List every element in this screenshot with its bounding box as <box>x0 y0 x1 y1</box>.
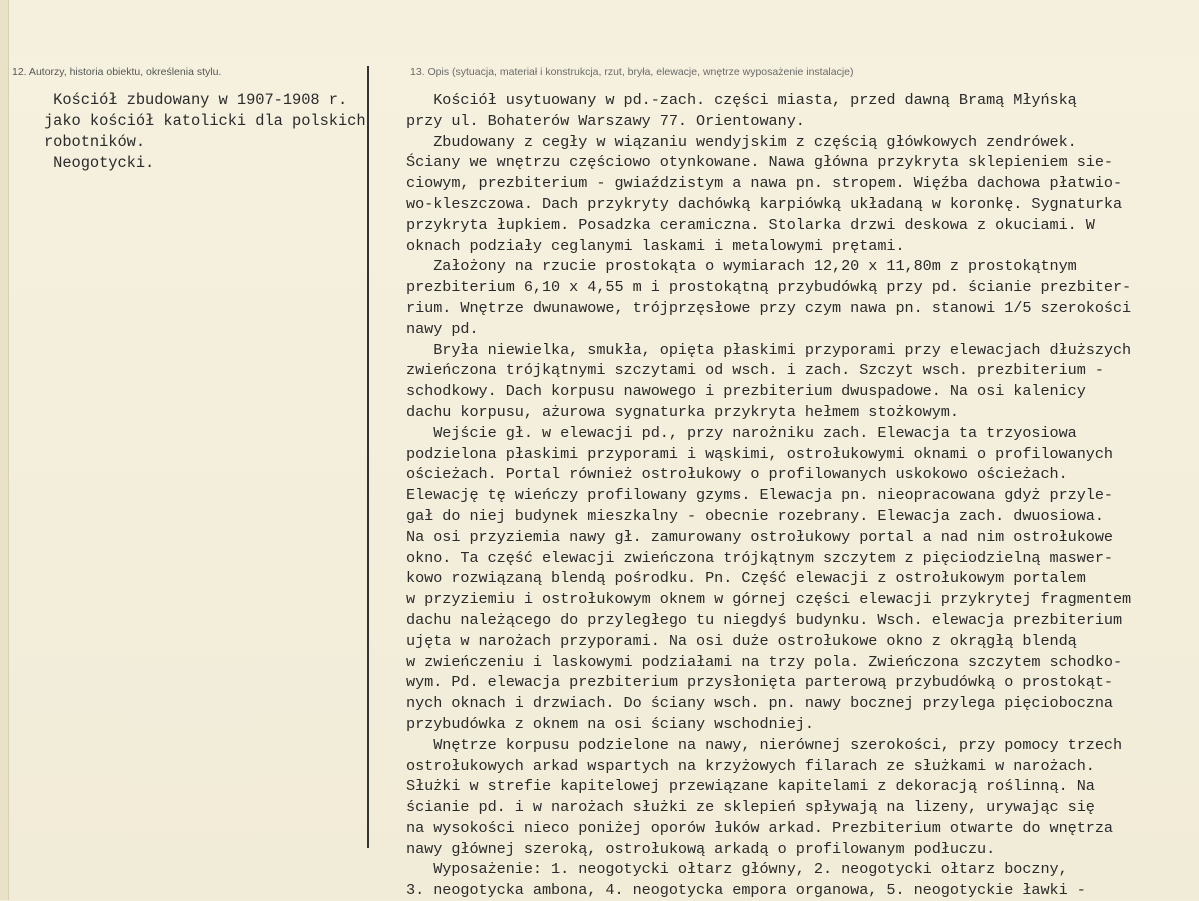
text-line: Wejście gł. w elewacji pd., przy narożniku zach. Elewacja ta trzyosiowa <box>406 423 1077 442</box>
column-divider <box>367 66 369 848</box>
text-line: dachu korpusu, ażurowa sygnaturka przykryta hełmem stożkowym. <box>406 402 959 421</box>
text-line: Wyposażenie: 1. neogotycki ołtarz główny, 2. neogotycki ołtarz boczny, <box>406 860 1068 879</box>
text-line: w zwieńczeniu i laskowymi podziałami na trzy pola. Zwieńczona szczytem schodko- <box>406 652 1123 671</box>
text-line: wym. Pd. elewacja prezbiterium przysłonięta parterową przybudówką o prostokąt- <box>406 673 1113 692</box>
text-line: nych oknach i drzwiach. Do ściany wsch. pn. nawy bocznej przylega pięcioboczna <box>406 694 1113 713</box>
text-line: Wnętrze korpusu podzielone na nawy, nierównej szerokości, przy pomocy trzech <box>406 735 1123 754</box>
text-line: na wysokości nieco poniżej oporów łuków arkad. Prezbiterium otwarte do wnętrza <box>406 818 1113 837</box>
text-line: Elewację tę wieńczy profilowany gzyms. Elewacja pn. nieopracowana gdyż przyle- <box>406 486 1113 505</box>
text-line: zwieńczona trójkątnymi szczytami od wsch. i zach. Szczyt wsch. prezbiterium - <box>406 361 1104 380</box>
authors-history-column <box>44 90 364 174</box>
text-line: przy ul. Bohaterów Warszawy 77. Orientowany. <box>406 111 805 130</box>
text-line: ościeżach. Portal również ostrołukowy o profilowanych uskokowo ościeżach. <box>406 465 1068 484</box>
top-margin <box>0 0 1199 58</box>
text-line: schodkowy. Dach korpusu nawowego i prezbiterium dwuspadowe. Na osi kalenicy <box>406 382 1086 401</box>
text-line: Bryła niewielka, smukła, opięta płaskimi przyporami przy elewacjach dłuższych <box>406 340 1132 359</box>
text-line: w przyziemiu i ostrołukowym oknem w górnej części elewacji przykrytej fragmentem <box>406 590 1132 609</box>
text-line: przykryta łupkiem. Posadzka ceramiczna. Stolarka drzwi deskowa z okuciami. W <box>406 215 1095 234</box>
text-line: oknach podziały ceglanymi laskami i metalowymi prętami. <box>406 236 905 255</box>
text-line: Zbudowany z cegły w wiązaniu wendyjskim z częścią główkowych zendrówek. <box>406 132 1077 151</box>
text-line: ścianie pd. i w narożach służki ze sklepień spływają na lizeny, urywając się <box>406 798 1095 817</box>
text-line: robotników. <box>44 133 146 151</box>
text-line: Neogotycki. <box>44 154 155 172</box>
text-line: rium. Wnętrze dwunawowe, trójprzęsłowe przy czym nawa pn. stanowi 1/5 szerokości <box>406 298 1132 317</box>
text-line: Założony na rzucie prostokąta o wymiarach 12,20 x 11,80m z prostokątnym <box>406 257 1077 276</box>
text-line: Kościół usytuowany w pd.-zach. części miasta, przed dawną Bramą Młyńską <box>406 91 1077 109</box>
text-line: Kościół zbudowany w 1907-1908 r. <box>44 91 348 109</box>
text-line: Na osi przyziemia nawy gł. zamurowany ostrołukowy portal a nad nim ostrołukowe <box>406 527 1113 546</box>
text-line: nawy głównej szeroką, ostrołukową arkadą o profilowanym podłuczu. <box>406 839 996 858</box>
text-line: ostrołukowych arkad wspartych na krzyżowych filarach ze służkami w narożach. <box>406 756 1095 775</box>
text-line: prezbiterium 6,10 x 4,55 m i prostokątną przybudówką przy pd. ścianie prezbiter- <box>406 278 1132 297</box>
section-header-12: 12. Autorzy, historia obiektu, określenia stylu. <box>12 66 222 78</box>
text-line: ujęta w narożach przyporami. Na osi duże ostrołukowe okno z okrągłą blendą <box>406 631 1077 650</box>
text-line: Ściany we wnętrzu częściowo otynkowane. Nawa główna przykryta sklepieniem sie- <box>406 153 1113 172</box>
section-header-13: 13. Opis (sytuacja, materiał i konstrukcja, rzut, bryła, elewacje, wnętrze wyposażenie instalacje) <box>410 66 854 78</box>
page-left-edge <box>0 0 9 900</box>
description-column <box>406 90 1199 901</box>
text-line: jako kościół katolicki dla polskich <box>44 112 366 130</box>
text-line: kowo rozwiązaną blendą pośrodku. Pn. Część elewacji z ostrołukowym portalem <box>406 569 1086 588</box>
text-line: gał do niej budynek mieszkalny - obecnie rozebrany. Elewacja zach. dwuosiowa. <box>406 506 1104 525</box>
text-line: wo-kleszczowa. Dach przykryty dachówką karpiówką układaną w koronkę. Sygnaturka <box>406 194 1123 213</box>
text-line: ciowym, prezbiterium - gwiaździstym a nawa pn. stropem. Więźba dachowa płatwio- <box>406 174 1123 193</box>
text-line: 3. neogotycka ambona, 4. neogotycka empora organowa, 5. neogotyckie ławki - <box>406 881 1086 900</box>
text-line: dachu należącego do przyległego tu niegdyś budynku. Wsch. elewacja prezbiterium <box>406 610 1123 629</box>
text-line: okno. Ta część elewacji zwieńczona trójkątnym szczytem z pięciodzielną maswer- <box>406 548 1113 567</box>
text-line: nawy pd. <box>406 319 479 338</box>
text-line: podzielona płaskimi przyporami i wąskimi, ostrołukowymi oknami o profilowanych <box>406 444 1113 463</box>
text-line: Służki w strefie kapitelowej przewiązane kapitelami z dekoracją roślinną. Na <box>406 777 1095 796</box>
text-line: przybudówka z oknem na osi ściany wschodniej. <box>406 714 814 733</box>
